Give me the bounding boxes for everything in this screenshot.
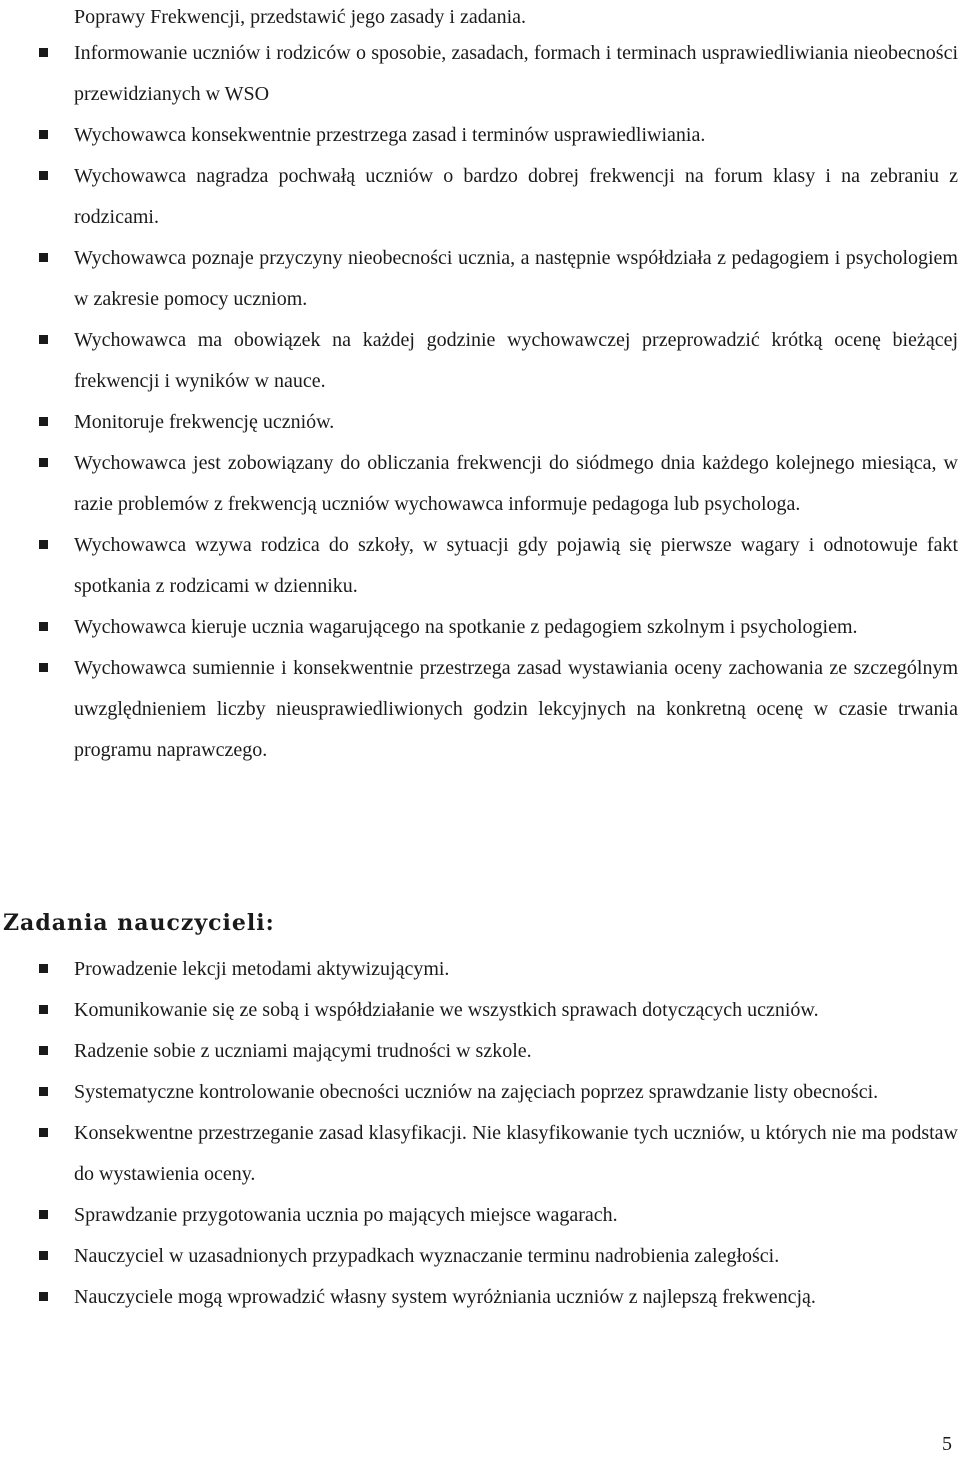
list-item: Systematyczne kontrolowanie obecności uczniów na zajęciach poprzez sprawdzanie listy obecności. [74, 1072, 958, 1113]
list-item: Nauczyciel w uzasadnionych przypadkach wyznaczanie terminu nadrobienia zaległości. [74, 1236, 958, 1277]
list-item: Wychowawca jest zobowiązany do obliczania frekwencji do siódmego dnia każdego kolejnego miesiąca, w razie problemów z frekwencją uczniów wychowawca informuje pedagoga lub psychologa. [74, 443, 958, 525]
page-number: 5 [942, 1433, 952, 1455]
list-item: Wychowawca nagradza pochwałą uczniów o bardzo dobrej frekwencji na forum klasy i na zebraniu z rodzicami. [74, 156, 958, 238]
list-item: Radzenie sobie z uczniami mającymi trudności w szkole. [74, 1031, 958, 1072]
list-item: Sprawdzanie przygotowania ucznia po mających miejsce wagarach. [74, 1195, 958, 1236]
list-item: Konsekwentne przestrzeganie zasad klasyfikacji. Nie klasyfikowanie tych uczniów, u których nie ma podstaw do wystawienia oceny. [74, 1113, 958, 1195]
list-item: Wychowawca wzywa rodzica do szkoły, w sytuacji gdy pojawią się pierwsze wagary i odnotowuje fakt spotkania z rodzicami w dzienniku. [74, 525, 958, 607]
square-bullet-icon [39, 1087, 48, 1096]
list-item: Wychowawca konsekwentnie przestrzega zasad i terminów usprawiedliwiania. [74, 115, 958, 156]
homeroom-teacher-duties-list [74, 33, 958, 771]
square-bullet-icon [39, 964, 48, 973]
continued-paragraph-line: Poprawy Frekwencji, przedstawić jego zasady i zadania. [74, 6, 527, 28]
square-bullet-icon [39, 48, 48, 57]
list-item: Informowanie uczniów i rodziców o sposobie, zasadach, formach i terminach usprawiedliwiania nieobecności przewidzianych w WSO [74, 33, 958, 115]
square-bullet-icon [39, 335, 48, 344]
square-bullet-icon [39, 1128, 48, 1137]
square-bullet-icon [39, 417, 48, 426]
list-item: Monitoruje frekwencję uczniów. [74, 402, 958, 443]
square-bullet-icon [39, 171, 48, 180]
teacher-duties-list [74, 949, 958, 1318]
list-item: Prowadzenie lekcji metodami aktywizującymi. [74, 949, 958, 990]
section-heading: Zadania nauczycieli: [3, 910, 275, 936]
square-bullet-icon [39, 1210, 48, 1219]
square-bullet-icon [39, 458, 48, 467]
list-item: Komunikowanie się ze sobą i współdziałanie we wszystkich sprawach dotyczących uczniów. [74, 990, 958, 1031]
square-bullet-icon [39, 663, 48, 672]
list-item: Nauczyciele mogą wprowadzić własny system wyróżniania uczniów z najlepszą frekwencją. [74, 1277, 958, 1318]
square-bullet-icon [39, 1251, 48, 1260]
square-bullet-icon [39, 253, 48, 262]
square-bullet-icon [39, 1005, 48, 1014]
square-bullet-icon [39, 540, 48, 549]
square-bullet-icon [39, 622, 48, 631]
list-item: Wychowawca sumiennie i konsekwentnie przestrzega zasad wystawiania oceny zachowania ze szczególnym uwzględnieniem liczby nieusprawiedliwionych godzin lekcyjnych na konkretną ocenę w czasie trwania programu naprawczego. [74, 648, 958, 771]
square-bullet-icon [39, 1046, 48, 1055]
square-bullet-icon [39, 1292, 48, 1301]
square-bullet-icon [39, 130, 48, 139]
list-item: Wychowawca kieruje ucznia wagarującego na spotkanie z pedagogiem szkolnym i psychologiem. [74, 607, 958, 648]
list-item: Wychowawca ma obowiązek na każdej godzinie wychowawczej przeprowadzić krótką ocenę bieżącej frekwencji i wyników w nauce. [74, 320, 958, 402]
list-item: Wychowawca poznaje przyczyny nieobecności ucznia, a następnie współdziała z pedagogiem i psychologiem w zakresie pomocy uczniom. [74, 238, 958, 320]
